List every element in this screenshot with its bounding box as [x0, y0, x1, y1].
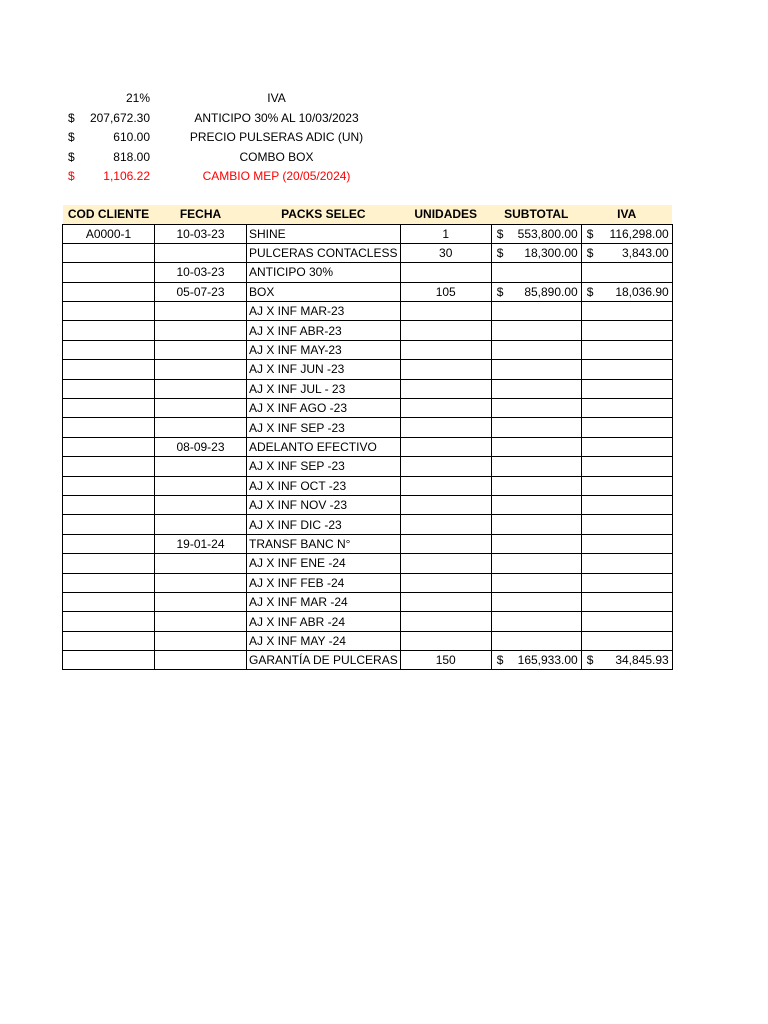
header-cod-cliente[interactable]: COD CLIENTE [63, 205, 155, 224]
cell-unidades[interactable]: 105 [400, 282, 491, 301]
table-row [63, 418, 673, 437]
cell-iva-value [584, 263, 670, 281]
table-row [63, 495, 673, 514]
cell-unidades[interactable] [400, 263, 491, 282]
cell-iva[interactable] [581, 282, 672, 301]
cell-iva-value [584, 419, 670, 437]
cell-iva[interactable] [581, 515, 672, 534]
table-row [63, 243, 673, 262]
cell-unidades[interactable] [400, 554, 491, 573]
header-fecha[interactable]: FECHA [155, 205, 247, 224]
cell-subtotal[interactable] [491, 515, 581, 534]
cell-cod-cliente[interactable] [63, 263, 155, 282]
cell-fecha[interactable] [155, 321, 247, 340]
cell-unidades[interactable] [400, 418, 491, 437]
cell-subtotal[interactable] [491, 282, 581, 301]
cell-unidades[interactable]: 150 [400, 651, 491, 670]
cell-fecha[interactable] [155, 476, 247, 495]
cell-iva[interactable] [581, 554, 672, 573]
cell-packs-selec[interactable]: BOX [247, 282, 401, 301]
cell-cod-cliente[interactable] [63, 515, 155, 534]
cell-iva-value [584, 438, 670, 456]
cell-subtotal-value [494, 457, 579, 475]
cell-fecha[interactable]: 10-03-23 [155, 224, 247, 243]
cell-packs-selec[interactable]: PULCERAS CONTACLESS [247, 243, 401, 262]
cell-iva-value [584, 574, 670, 592]
cell-cod-cliente[interactable] [63, 457, 155, 476]
table-row [63, 554, 673, 573]
cell-fecha[interactable] [155, 612, 247, 631]
table-row [63, 379, 673, 398]
cell-packs-selec[interactable]: SHINE [247, 224, 401, 243]
cell-cod-cliente[interactable] [63, 592, 155, 611]
cell-cod-cliente[interactable] [63, 612, 155, 631]
cell-subtotal-value [494, 302, 579, 320]
cell-unidades[interactable] [400, 515, 491, 534]
summary-value[interactable]: 818.00 [113, 149, 150, 164]
table-row [63, 534, 673, 553]
cell-unidades[interactable] [400, 399, 491, 418]
amount: 34,845.93 [615, 653, 669, 668]
cell-cod-cliente[interactable] [63, 437, 155, 456]
cell-subtotal-value [494, 613, 579, 631]
cell-fecha[interactable] [155, 573, 247, 592]
cell-cod-cliente[interactable] [63, 399, 155, 418]
cell-cod-cliente[interactable] [63, 554, 155, 573]
cell-packs-selec[interactable]: AJ X INF DIC -23 [247, 515, 401, 534]
cell-fecha[interactable] [155, 651, 247, 670]
cell-fecha[interactable] [155, 340, 247, 359]
cell-unidades[interactable] [400, 534, 491, 553]
cell-iva[interactable] [581, 360, 672, 379]
cell-subtotal-value [494, 554, 579, 572]
cell-fecha[interactable] [155, 515, 247, 534]
cell-fecha[interactable] [155, 379, 247, 398]
currency-symbol: $ [496, 653, 504, 668]
packs-table [62, 205, 673, 670]
amount: 3,843.00 [622, 246, 669, 261]
table-row [63, 515, 673, 534]
cell-packs-selec[interactable]: AJ X INF MAR -24 [247, 592, 401, 611]
cell-subtotal[interactable] [491, 399, 581, 418]
amount: 165,933.00 [517, 653, 578, 668]
cell-subtotal[interactable] [491, 612, 581, 631]
currency-symbol: $ [586, 653, 594, 668]
currency-symbol: $ [586, 226, 594, 241]
cell-iva[interactable] [581, 612, 672, 631]
currency-symbol: $ [496, 226, 504, 241]
cell-cod-cliente[interactable] [63, 340, 155, 359]
cell-iva[interactable] [581, 302, 672, 321]
cell-iva-value [584, 322, 670, 340]
amount: 116,298.00 [609, 226, 669, 241]
summary-row [62, 167, 402, 187]
table-row [63, 340, 673, 359]
cell-iva[interactable] [581, 592, 672, 611]
cell-iva-value [584, 302, 670, 320]
table-row [63, 360, 673, 379]
table-row [63, 224, 673, 243]
cell-subtotal-value [494, 516, 579, 534]
cell-iva[interactable] [581, 340, 672, 359]
cell-subtotal[interactable] [491, 534, 581, 553]
summary-currency[interactable]: $ [68, 169, 75, 184]
cell-subtotal[interactable] [491, 476, 581, 495]
cell-subtotal[interactable] [491, 651, 581, 670]
cell-subtotal[interactable] [491, 554, 581, 573]
cell-subtotal[interactable] [491, 243, 581, 262]
cell-subtotal-value [494, 535, 579, 553]
summary-row [62, 128, 402, 148]
cell-subtotal[interactable] [491, 360, 581, 379]
header-packs-selec[interactable]: PACKS SELEC [247, 205, 401, 224]
cell-fecha[interactable] [155, 457, 247, 476]
summary-label[interactable]: ANTICIPO 30% AL 10/03/2023 [194, 110, 359, 125]
cell-iva-value [584, 380, 670, 398]
cell-subtotal[interactable] [491, 631, 581, 650]
cell-packs-selec[interactable]: AJ X INF FEB -24 [247, 573, 401, 592]
cell-iva-value [584, 360, 670, 378]
cell-cod-cliente[interactable] [63, 282, 155, 301]
cell-unidades[interactable] [400, 495, 491, 514]
cell-iva[interactable] [581, 263, 672, 282]
cell-iva-value [584, 496, 670, 514]
cell-fecha[interactable] [155, 399, 247, 418]
cell-iva-value [584, 399, 670, 417]
cell-iva-value [584, 516, 670, 534]
cell-iva-value [584, 283, 670, 301]
summary-currency[interactable]: $ [68, 130, 75, 145]
table-row [63, 263, 673, 282]
summary-value[interactable]: 21% [125, 91, 150, 105]
cell-unidades[interactable] [400, 437, 491, 456]
cell-unidades[interactable] [400, 476, 491, 495]
amount: 18,036.90 [615, 284, 669, 299]
cell-subtotal[interactable] [491, 592, 581, 611]
cell-subtotal[interactable] [491, 418, 581, 437]
cell-iva[interactable] [581, 321, 672, 340]
cell-iva-value [584, 632, 670, 650]
cell-packs-selec[interactable]: AJ X INF OCT -23 [247, 476, 401, 495]
cell-fecha[interactable] [155, 554, 247, 573]
cell-packs-selec[interactable]: ANTICIPO 30% [247, 263, 401, 282]
cell-iva[interactable] [581, 399, 672, 418]
cell-iva[interactable] [581, 573, 672, 592]
cell-cod-cliente[interactable] [63, 302, 155, 321]
cell-iva-value [584, 341, 670, 359]
cell-cod-cliente[interactable] [63, 573, 155, 592]
cell-fecha[interactable]: 08-09-23 [155, 437, 247, 456]
cell-iva[interactable] [581, 437, 672, 456]
cell-subtotal-value [494, 244, 579, 262]
table-row [63, 321, 673, 340]
cell-cod-cliente[interactable] [63, 379, 155, 398]
cell-packs-selec[interactable]: AJ X INF ABR -24 [247, 612, 401, 631]
cell-packs-selec[interactable]: AJ X INF SEP -23 [247, 457, 401, 476]
cell-iva[interactable] [581, 476, 672, 495]
cell-subtotal-value [494, 651, 579, 669]
cell-unidades[interactable] [400, 302, 491, 321]
summary-value[interactable]: 610.00 [113, 130, 150, 145]
cell-packs-selec[interactable]: AJ X INF MAY-23 [247, 340, 401, 359]
cell-subtotal-value [494, 263, 579, 281]
cell-packs-selec[interactable]: ADELANTO EFECTIVO [247, 437, 401, 456]
cell-subtotal[interactable] [491, 437, 581, 456]
cell-cod-cliente[interactable] [63, 321, 155, 340]
table-row [63, 457, 673, 476]
header-unidades[interactable]: UNIDADES [400, 205, 491, 224]
cell-fecha[interactable]: 19-01-24 [155, 534, 247, 553]
cell-subtotal[interactable] [491, 321, 581, 340]
summary-currency[interactable]: $ [68, 110, 75, 125]
cell-unidades[interactable]: 30 [400, 243, 491, 262]
cell-iva-value [584, 554, 670, 572]
summary-value[interactable]: 1,106.22 [103, 169, 150, 184]
cell-subtotal[interactable] [491, 263, 581, 282]
cell-subtotal[interactable] [491, 495, 581, 514]
cell-subtotal[interactable] [491, 224, 581, 243]
cell-unidades[interactable] [400, 592, 491, 611]
cell-subtotal-value [494, 341, 579, 359]
cell-subtotal-value [494, 496, 579, 514]
cell-packs-selec[interactable]: AJ X INF AGO -23 [247, 399, 401, 418]
table-row [63, 476, 673, 495]
cell-fecha[interactable] [155, 495, 247, 514]
table-row [63, 592, 673, 611]
cell-cod-cliente[interactable] [63, 360, 155, 379]
cell-cod-cliente[interactable] [63, 243, 155, 262]
summary-row [62, 109, 402, 129]
cell-subtotal[interactable] [491, 379, 581, 398]
cell-iva-value [584, 457, 670, 475]
cell-subtotal[interactable] [491, 573, 581, 592]
summary-block [62, 89, 402, 187]
summary-label[interactable]: PRECIO PULSERAS ADIC (UN) [189, 130, 364, 145]
cell-unidades[interactable] [400, 321, 491, 340]
cell-cod-cliente[interactable] [63, 651, 155, 670]
cell-packs-selec[interactable]: TRANSF BANC N° [247, 534, 401, 553]
table-row [63, 651, 673, 670]
cell-iva[interactable] [581, 534, 672, 553]
cell-subtotal-value [494, 225, 579, 243]
table-row [63, 573, 673, 592]
amount: 85,890.00 [524, 284, 578, 299]
table-row [63, 612, 673, 631]
cell-subtotal-value [494, 632, 579, 650]
summary-value[interactable]: 207,672.30 [89, 110, 150, 125]
table-row [63, 399, 673, 418]
cell-subtotal-value [494, 593, 579, 611]
summary-label[interactable]: COMBO BOX [239, 149, 314, 164]
currency-symbol: $ [496, 284, 504, 299]
cell-fecha[interactable] [155, 360, 247, 379]
cell-iva-value [584, 613, 670, 631]
cell-subtotal-value [494, 380, 579, 398]
cell-packs-selec[interactable]: AJ X INF SEP -23 [247, 418, 401, 437]
cell-unidades[interactable] [400, 379, 491, 398]
cell-subtotal-value [494, 360, 579, 378]
cell-unidades[interactable]: 1 [400, 224, 491, 243]
cell-iva-value [584, 477, 670, 495]
cell-iva[interactable] [581, 495, 672, 514]
cell-iva[interactable] [581, 418, 672, 437]
cell-fecha[interactable] [155, 418, 247, 437]
cell-subtotal-value [494, 477, 579, 495]
cell-unidades[interactable] [400, 631, 491, 650]
cell-subtotal[interactable] [491, 302, 581, 321]
cell-packs-selec[interactable]: AJ X INF JUL - 23 [247, 379, 401, 398]
currency-symbol: $ [586, 284, 594, 299]
cell-subtotal-value [494, 438, 579, 456]
cell-packs-selec[interactable]: AJ X INF NOV -23 [247, 495, 401, 514]
cell-subtotal-value [494, 283, 579, 301]
table-row [63, 631, 673, 650]
summary-currency[interactable]: $ [68, 149, 75, 164]
amount: 553,800.00 [517, 226, 578, 241]
cell-subtotal-value [494, 399, 579, 417]
summary-row [62, 148, 402, 168]
table-row [63, 302, 673, 321]
cell-cod-cliente[interactable]: A0000-1 [63, 224, 155, 243]
currency-symbol: $ [586, 246, 594, 261]
table-row [63, 282, 673, 301]
summary-label[interactable]: CAMBIO MEP (20/05/2024) [202, 169, 351, 184]
cell-iva-value [584, 225, 670, 243]
cell-fecha[interactable] [155, 592, 247, 611]
cell-unidades[interactable] [400, 340, 491, 359]
cell-fecha[interactable] [155, 243, 247, 262]
cell-subtotal[interactable] [491, 457, 581, 476]
cell-unidades[interactable] [400, 457, 491, 476]
table-header-row [63, 205, 673, 224]
cell-unidades[interactable] [400, 612, 491, 631]
currency-symbol: $ [496, 246, 504, 261]
cell-packs-selec[interactable]: GARANTÍA DE PULCERAS [247, 651, 401, 670]
cell-iva[interactable] [581, 243, 672, 262]
cell-cod-cliente[interactable] [63, 495, 155, 514]
cell-iva-value [584, 244, 670, 262]
cell-packs-selec[interactable]: AJ X INF ABR-23 [247, 321, 401, 340]
cell-subtotal-value [494, 419, 579, 437]
cell-fecha[interactable]: 10-03-23 [155, 263, 247, 282]
summary-label[interactable]: IVA [267, 91, 286, 105]
cell-packs-selec[interactable]: AJ X INF MAR-23 [247, 302, 401, 321]
cell-subtotal-value [494, 322, 579, 340]
cell-cod-cliente[interactable] [63, 534, 155, 553]
cell-cod-cliente[interactable] [63, 631, 155, 650]
cell-fecha[interactable]: 05-07-23 [155, 282, 247, 301]
cell-fecha[interactable] [155, 631, 247, 650]
cell-cod-cliente[interactable] [63, 418, 155, 437]
header-iva[interactable]: IVA [581, 205, 672, 224]
cell-cod-cliente[interactable] [63, 476, 155, 495]
amount: 18,300.00 [524, 246, 578, 261]
cell-iva[interactable] [581, 379, 672, 398]
cell-subtotal-value [494, 574, 579, 592]
cell-iva[interactable] [581, 631, 672, 650]
cell-unidades[interactable] [400, 573, 491, 592]
cell-iva[interactable] [581, 651, 672, 670]
cell-iva-value [584, 593, 670, 611]
table-row [63, 437, 673, 456]
cell-subtotal[interactable] [491, 340, 581, 359]
cell-iva[interactable] [581, 224, 672, 243]
cell-iva[interactable] [581, 457, 672, 476]
cell-packs-selec[interactable]: AJ X INF MAY -24 [247, 631, 401, 650]
header-subtotal[interactable]: SUBTOTAL [491, 205, 581, 224]
cell-iva-value [584, 651, 670, 669]
cell-fecha[interactable] [155, 302, 247, 321]
cell-packs-selec[interactable]: AJ X INF ENE -24 [247, 554, 401, 573]
cell-unidades[interactable] [400, 360, 491, 379]
cell-packs-selec[interactable]: AJ X INF JUN -23 [247, 360, 401, 379]
summary-row [62, 89, 402, 109]
cell-iva-value [584, 535, 670, 553]
